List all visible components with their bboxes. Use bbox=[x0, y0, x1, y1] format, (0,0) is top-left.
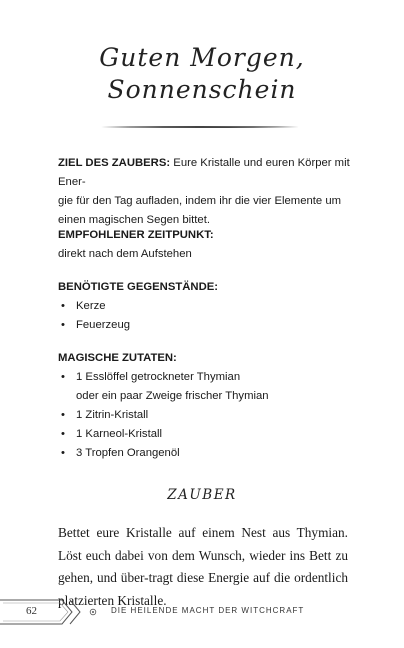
list-item-continuation: oder ein paar Zweige frischer Thymian bbox=[76, 390, 269, 402]
time-label: EMPFOHLENER ZEITPUNKT: bbox=[58, 229, 214, 241]
time-value: direkt nach dem Aufstehen bbox=[58, 248, 192, 260]
ingredients-label: MAGISCHE ZUTATEN: bbox=[58, 352, 177, 364]
list-item: • 1 Esslöffel getrockneter Thymian bbox=[58, 368, 350, 387]
bullet-icon: • bbox=[61, 428, 65, 440]
section-heading: ZAUBER bbox=[167, 487, 237, 503]
list-item: • 1 Zitrin-Kristall bbox=[58, 406, 350, 425]
bullet-icon: • bbox=[61, 447, 65, 459]
bullet-icon: • bbox=[61, 371, 65, 383]
goal-text-line-3: einen magischen Segen bittet. bbox=[58, 214, 210, 226]
bullet-icon: • bbox=[61, 319, 65, 331]
time-section bbox=[58, 226, 350, 264]
list-item: • Kerze bbox=[58, 297, 350, 316]
title-line-2: Sonnenschein bbox=[107, 75, 297, 104]
goal-text-line-1: Eure Kristalle und euren Körper mit Ener- bbox=[58, 157, 350, 188]
bullet-icon: • bbox=[61, 409, 65, 421]
goal-section bbox=[58, 154, 350, 230]
list-item: • 1 Karneol-Kristall bbox=[58, 425, 350, 444]
bullet-icon: • bbox=[61, 300, 65, 312]
list-item: • 3 Tropfen Orangenöl bbox=[58, 444, 350, 463]
title-divider bbox=[101, 125, 299, 129]
list-item: • Feuerzeug bbox=[58, 316, 350, 335]
items-section bbox=[58, 278, 350, 335]
page-number: 62 bbox=[26, 605, 37, 617]
title-line-1: Guten Morgen, bbox=[99, 43, 305, 72]
goal-text-line-2: gie für den Tag aufladen, indem ihr die vier Elemente um bbox=[58, 195, 342, 207]
items-label: BENÖTIGTE GEGENSTÄNDE: bbox=[58, 281, 219, 293]
goal-label: ZIEL DES ZAUBERS: bbox=[58, 157, 171, 169]
page-title bbox=[0, 42, 404, 106]
running-footer-title: DIE HEILENDE MACHT DER WITCHCRAFT bbox=[111, 606, 305, 615]
body-paragraph: Bettet eure Kristalle auf einem Nest aus Thymian. Löst euch dabei von dem Wunsch, wieder ins Bett zu gehen, und über-tragt diese Energie auf die ordentlich platzierten Kristalle. bbox=[58, 525, 348, 608]
ingredients-section bbox=[58, 349, 350, 463]
